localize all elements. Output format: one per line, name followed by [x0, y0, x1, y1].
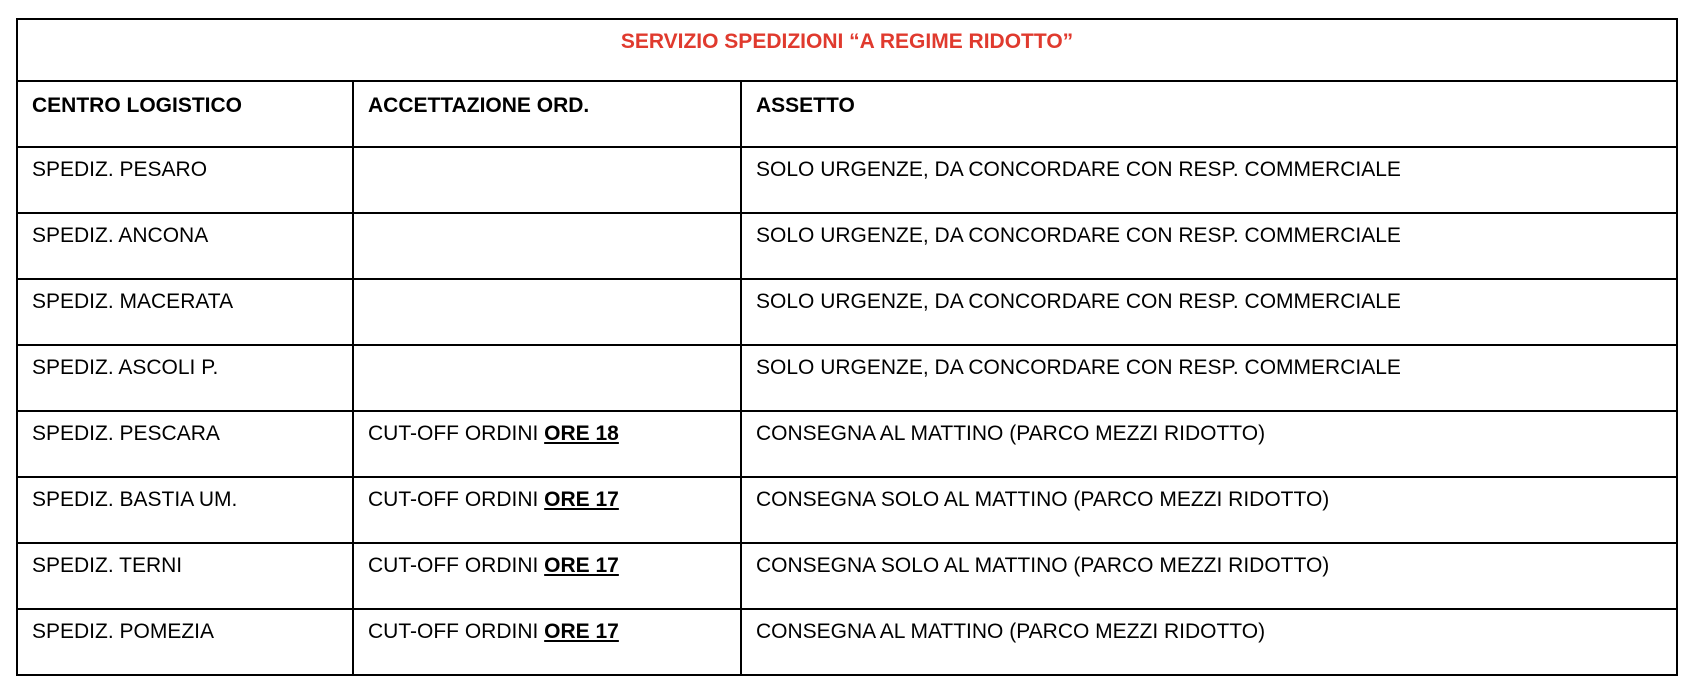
- cell-assetto: CONSEGNA SOLO AL MATTINO (PARCO MEZZI RIDOTTO): [741, 477, 1677, 543]
- cell-centro: SPEDIZ. TERNI: [17, 543, 353, 609]
- cutoff-text: CUT-OFF ORDINI: [368, 488, 545, 511]
- cell-centro: SPEDIZ. PESCARA: [17, 411, 353, 477]
- table-row: [17, 147, 1677, 213]
- cell-assetto: CONSEGNA AL MATTINO (PARCO MEZZI RIDOTTO): [741, 609, 1677, 675]
- cell-assetto: SOLO URGENZE, DA CONCORDARE CON RESP. COMMERCIALE: [741, 213, 1677, 279]
- header-centro-logistico: CENTRO LOGISTICO: [17, 81, 353, 147]
- cutoff-time: ORE 17: [544, 620, 619, 643]
- cell-assetto: SOLO URGENZE, DA CONCORDARE CON RESP. COMMERCIALE: [741, 279, 1677, 345]
- table-row: [17, 609, 1677, 675]
- cell-assetto: CONSEGNA AL MATTINO (PARCO MEZZI RIDOTTO): [741, 411, 1677, 477]
- table-row: [17, 411, 1677, 477]
- cutoff-text: CUT-OFF ORDINI: [368, 620, 545, 643]
- cell-accettazione: [353, 411, 741, 477]
- table-row: [17, 279, 1677, 345]
- cell-centro: SPEDIZ. ANCONA: [17, 213, 353, 279]
- cell-centro: SPEDIZ. BASTIA UM.: [17, 477, 353, 543]
- cell-centro: SPEDIZ. ASCOLI P.: [17, 345, 353, 411]
- cell-assetto: SOLO URGENZE, DA CONCORDARE CON RESP. COMMERCIALE: [741, 345, 1677, 411]
- cell-accettazione: [353, 147, 741, 213]
- cell-centro: SPEDIZ. MACERATA: [17, 279, 353, 345]
- table-title-row: [17, 19, 1677, 81]
- table-row: [17, 543, 1677, 609]
- header-accettazione-ord: ACCETTAZIONE ORD.: [353, 81, 741, 147]
- cutoff-time: ORE 18: [544, 422, 619, 445]
- table-title: SERVIZIO SPEDIZIONI “A REGIME RIDOTTO”: [17, 19, 1677, 81]
- cell-accettazione: [353, 213, 741, 279]
- cell-centro: SPEDIZ. PESARO: [17, 147, 353, 213]
- cell-centro: SPEDIZ. POMEZIA: [17, 609, 353, 675]
- cell-accettazione: [353, 477, 741, 543]
- cell-accettazione: [353, 609, 741, 675]
- cutoff-time: ORE 17: [544, 554, 619, 577]
- table-row: [17, 477, 1677, 543]
- header-assetto: ASSETTO: [741, 81, 1677, 147]
- cell-accettazione: [353, 279, 741, 345]
- cell-assetto: CONSEGNA SOLO AL MATTINO (PARCO MEZZI RIDOTTO): [741, 543, 1677, 609]
- table-row: [17, 345, 1677, 411]
- cell-accettazione: [353, 543, 741, 609]
- cell-accettazione: [353, 345, 741, 411]
- shipping-service-table: [16, 18, 1678, 676]
- cutoff-text: CUT-OFF ORDINI: [368, 422, 545, 445]
- cell-assetto: SOLO URGENZE, DA CONCORDARE CON RESP. COMMERCIALE: [741, 147, 1677, 213]
- table-row: [17, 213, 1677, 279]
- cutoff-time: ORE 17: [544, 488, 619, 511]
- cutoff-text: CUT-OFF ORDINI: [368, 554, 545, 577]
- table-header-row: [17, 81, 1677, 147]
